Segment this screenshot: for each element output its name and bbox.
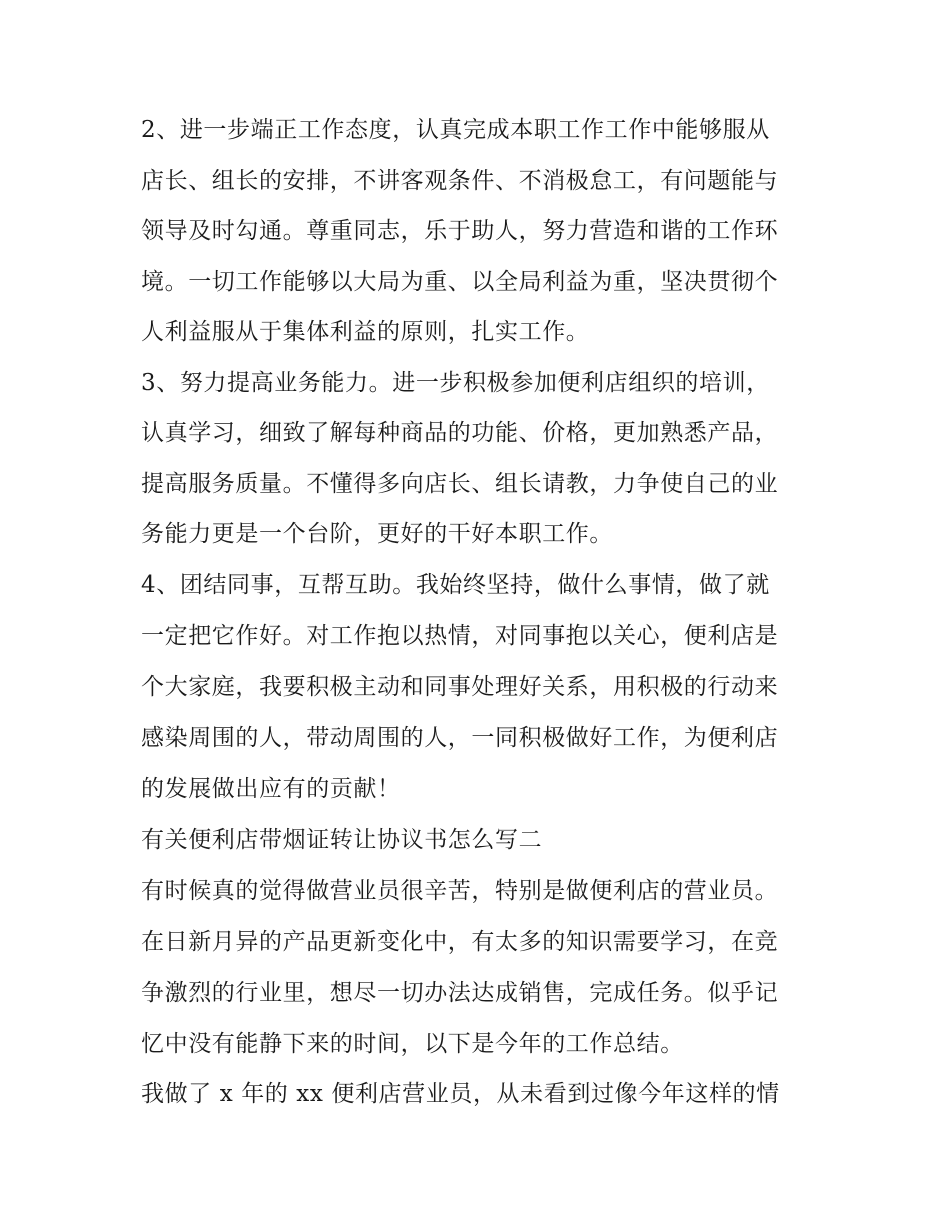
text-line: 人利益服从于集体利益的原则，扎实工作。 <box>141 319 590 345</box>
text-line: 忆中没有能静下来的时间，以下是今年的工作总结。 <box>141 1031 684 1057</box>
text-line: 一定把它作好。对工作抱以热情，对同事抱以关心，便利店是 <box>141 623 779 649</box>
text-line: 有时候真的觉得做营业员很辛苦，特别是做便利店的营业员。 <box>141 878 779 904</box>
text-line: 提高服务质量。不懂得多向店长、组长请教，力争使自己的业 <box>141 471 779 497</box>
text-line: 在日新月异的产品更新变化中，有太多的知识需要学习，在竞 <box>141 929 779 955</box>
text-line: 3、努力提高业务能力。进一步积极参加便利店组织的培训， <box>141 370 770 396</box>
section-heading: 有关便利店带烟证转让协议书怎么写二 <box>141 827 543 853</box>
text-line: 的发展做出应有的贡献！ <box>141 776 401 802</box>
text-line: 认真学习，细致了解每种商品的功能、价格，更加熟悉产品， <box>141 420 779 446</box>
text-line: 争激烈的行业里，想尽一切办法达成销售，完成任务。似乎记 <box>141 980 779 1006</box>
text-line: 4、团结同事，互帮互助。我始终坚持，做什么事情，做了就 <box>141 572 770 598</box>
text-line: 感染周围的人，带动周围的人，一同积极做好工作，为便利店 <box>141 725 779 751</box>
text-line: 领导及时勾通。尊重同志，乐于助人，努力营造和谐的工作环 <box>141 218 779 244</box>
text-line: 店长、组长的安排，不讲客观条件、不消极怠工，有问题能与 <box>141 168 779 194</box>
text-line: 我做了 x 年的 xx 便利店营业员，从未看到过像今年这样的情 <box>141 1081 780 1107</box>
text-line: 2、进一步端正工作态度，认真完成本职工作工作中能够服从 <box>141 117 770 143</box>
text-line: 境。一切工作能够以大局为重、以全局利益为重，坚决贯彻个 <box>141 269 779 295</box>
text-line: 个大家庭，我要积极主动和同事处理好关系，用积极的行动来 <box>141 674 779 700</box>
text-line: 务能力更是一个台阶，更好的干好本职工作。 <box>141 521 613 547</box>
